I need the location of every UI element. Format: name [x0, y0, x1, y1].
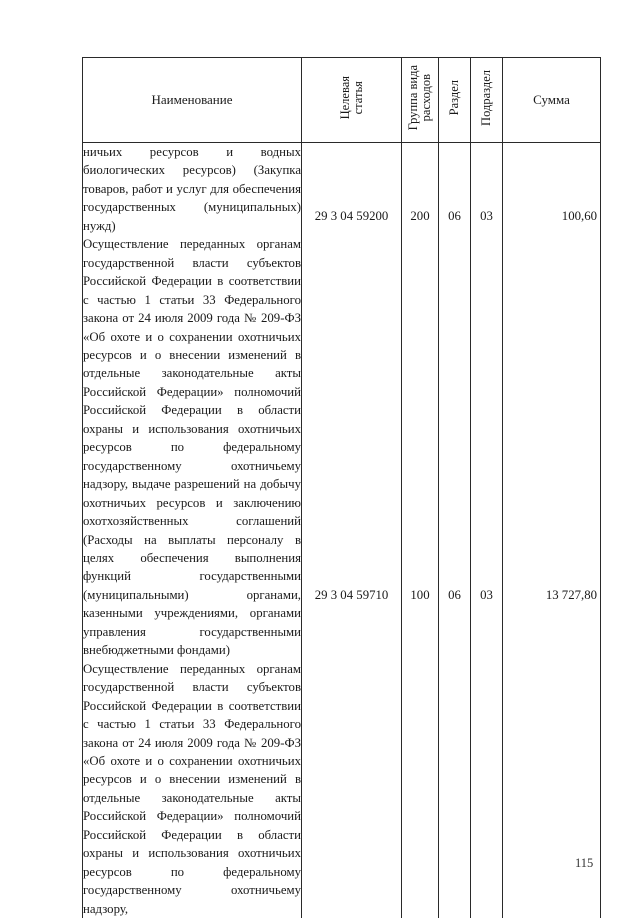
header-name: Наименование: [83, 58, 302, 143]
expense-group-cell: [402, 143, 439, 918]
header-amount: Сумма: [503, 58, 601, 143]
target-article-value: 29 3 04 59200: [302, 207, 401, 225]
header-expense-group: Группа вида расходов: [402, 58, 439, 143]
section-value: 06: [439, 586, 470, 604]
section-cell: [439, 143, 471, 918]
subsection-value: 03: [471, 207, 502, 225]
expense-group-value: 200: [402, 207, 438, 225]
target-article-value: 29 3 04 59710: [302, 586, 401, 604]
description-cell: [83, 143, 302, 918]
page-number: 115: [575, 856, 593, 871]
table-body-row: [83, 143, 601, 918]
target-article-cell: [302, 143, 402, 918]
subsection-value: 03: [471, 586, 502, 604]
description-paragraph: Осуществление переданных органам государственной власти субъектов Российской Федерации в соответствии с частью 1 статьи 33 Федерального закона от 24 июля 2009 года № 209-ФЗ «Об охоте и о сохранении охотничьих ресурсов и о внесении изменений в отдельные законодательные акты Российской Федерации» полномочий Российской Федерации в области охраны и использования охотничьих ресурсов по федеральному государственному охотничьему надзору, выдаче разрешений на добычу охотничьих ресурсов и заключению охотхозяйственных соглашений (Расходы на выплаты персоналу в целях обеспечения выполнения функций государственными (муниципальными) органами, казенными учреждениями, органами управления государственными внебюджетными фондами): [83, 235, 301, 659]
section-value: 06: [439, 207, 470, 225]
header-target-article: Целевая статья: [302, 58, 402, 143]
subsection-cell: [471, 143, 503, 918]
description-paragraph: Осуществление переданных органам государственной власти субъектов Российской Федерации в соответствии с частью 1 статьи 33 Федерального закона от 24 июля 2009 года № 209-ФЗ «Об охоте и о сохранении охотничьих ресурсов и о внесении изменений в отдельные законодательные акты Российской Федерации» полномочий Российской Федерации в области охраны и использования охотничьих ресурсов по федеральному государственному охотничьему надзору,: [83, 660, 301, 918]
header-section: Раздел: [439, 58, 471, 143]
budget-table: [82, 57, 601, 918]
header-subsection: Подраздел: [471, 58, 503, 143]
amount-value: 13 727,80: [503, 586, 597, 604]
expense-group-value: 100: [402, 586, 438, 604]
description-paragraph: ничьих ресурсов и водных биологических ресурсов) (Закупка товаров, работ и услуг для обеспечения государственных (муниципальных) нужд): [83, 143, 301, 235]
amount-cell: [503, 143, 601, 918]
amount-value: 100,60: [503, 207, 597, 225]
table-header-row: [83, 58, 601, 143]
